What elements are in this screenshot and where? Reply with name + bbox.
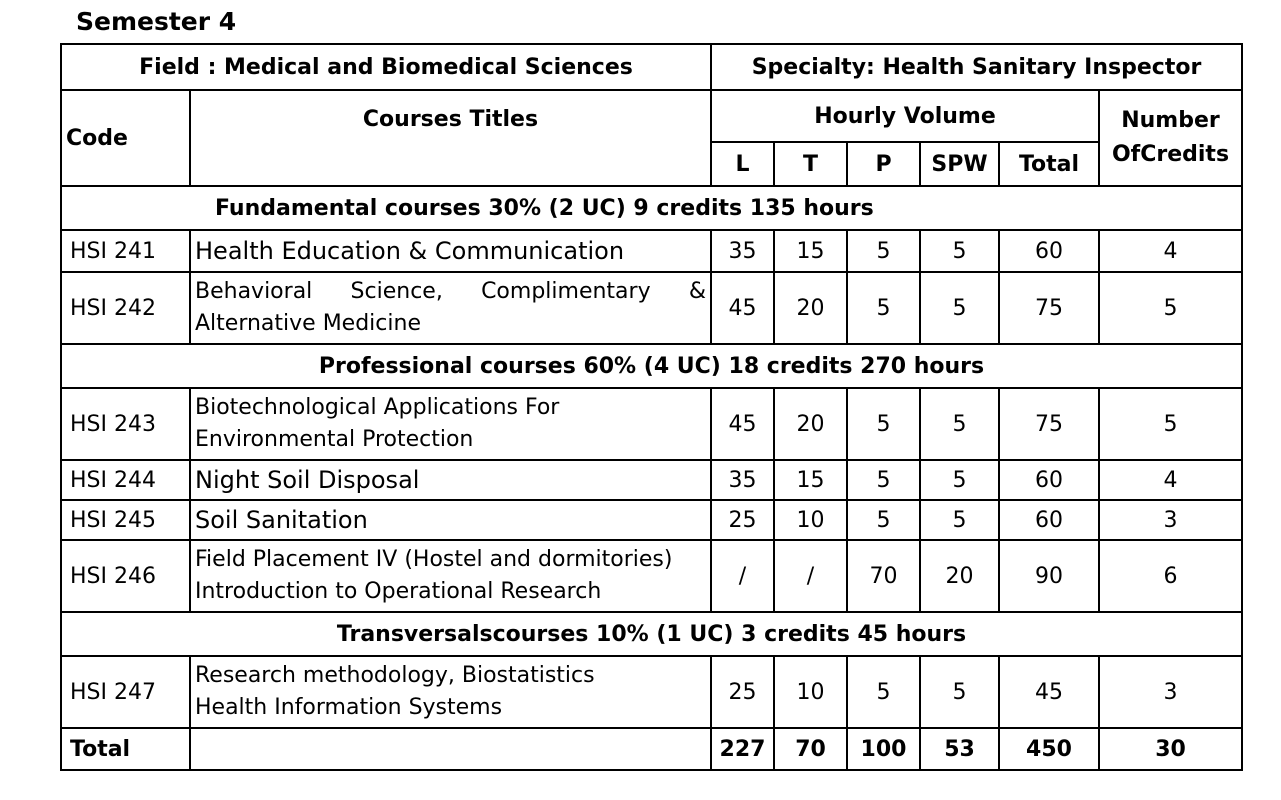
cell-p: 5 [847, 272, 920, 344]
table-row [61, 500, 1242, 540]
cell-l: 35 [711, 460, 774, 500]
course-code: HSI 244 [61, 460, 190, 500]
semester-title: Semester 4 [76, 7, 237, 36]
credits-header-line2: OfCredits [1111, 142, 1230, 167]
cell-spw: 5 [920, 388, 999, 460]
totals-empty-cell [190, 728, 711, 770]
table-row [61, 272, 1242, 344]
course-title-line: Alternative Medicine [195, 311, 421, 336]
table-row [61, 230, 1242, 272]
course-code: HSI 243 [61, 388, 190, 460]
course-title-line: Biotechnological Applications For [195, 395, 560, 420]
table-row [61, 460, 1242, 500]
cell-t: 20 [774, 272, 847, 344]
cell-l: / [711, 540, 774, 612]
col-spw-header: SPW [920, 142, 999, 186]
cell-l: 25 [711, 656, 774, 728]
course-code: HSI 246 [61, 540, 190, 612]
cell-spw: 5 [920, 272, 999, 344]
course-title [190, 230, 711, 272]
cell-credits: 3 [1099, 500, 1242, 540]
cell-credits: 3 [1099, 656, 1242, 728]
cell-p: 70 [847, 540, 920, 612]
cell-total: 60 [999, 230, 1099, 272]
course-title [190, 460, 711, 500]
course-code: HSI 242 [61, 272, 190, 344]
credits-header-line1: Number [1121, 108, 1220, 133]
total-p: 100 [847, 728, 920, 770]
cell-p: 5 [847, 230, 920, 272]
course-code: HSI 245 [61, 500, 190, 540]
course-title-line: Behavioral Science, Complimentary & [195, 279, 706, 304]
course-title [190, 656, 711, 728]
course-title-line: Environmental Protection [195, 427, 474, 452]
table-row [61, 540, 1242, 612]
cell-total: 75 [999, 272, 1099, 344]
cell-p: 5 [847, 656, 920, 728]
cell-total: 45 [999, 656, 1099, 728]
total-t: 70 [774, 728, 847, 770]
section-header: Fundamental courses 30% (2 UC) 9 credits 135 hours [61, 186, 1242, 230]
col-t-header: T [774, 142, 847, 186]
cell-credits: 4 [1099, 460, 1242, 500]
course-table [60, 43, 1243, 771]
code-header: Code [61, 90, 190, 186]
cell-p: 5 [847, 500, 920, 540]
cell-spw: 5 [920, 230, 999, 272]
col-total-header: Total [999, 142, 1099, 186]
course-title-line: Night Soil Disposal [195, 466, 420, 494]
field-header: Field : Medical and Biomedical Sciences [61, 44, 711, 90]
cell-credits: 6 [1099, 540, 1242, 612]
table-row [61, 388, 1242, 460]
course-title-line: Soil Sanitation [195, 506, 368, 534]
cell-credits: 5 [1099, 388, 1242, 460]
course-title-line: Field Placement IV (Hostel and dormitories) [195, 547, 673, 572]
credits-header [1099, 90, 1242, 186]
cell-total: 90 [999, 540, 1099, 612]
course-title-line: Introduction to Operational Research [195, 579, 602, 604]
course-title [190, 272, 711, 344]
course-title [190, 540, 711, 612]
total-spw: 53 [920, 728, 999, 770]
cell-p: 5 [847, 388, 920, 460]
cell-spw: 5 [920, 460, 999, 500]
courses-titles-header: Courses Titles [190, 90, 711, 186]
cell-l: 45 [711, 388, 774, 460]
cell-total: 60 [999, 460, 1099, 500]
cell-t: 15 [774, 230, 847, 272]
cell-l: 35 [711, 230, 774, 272]
total-total: 450 [999, 728, 1099, 770]
cell-spw: 5 [920, 656, 999, 728]
course-code: HSI 241 [61, 230, 190, 272]
table-row [61, 656, 1242, 728]
cell-l: 45 [711, 272, 774, 344]
cell-spw: 5 [920, 500, 999, 540]
totals-label: Total [61, 728, 190, 770]
cell-total: 60 [999, 500, 1099, 540]
course-title [190, 500, 711, 540]
course-title [190, 388, 711, 460]
cell-t: 10 [774, 500, 847, 540]
cell-credits: 4 [1099, 230, 1242, 272]
cell-p: 5 [847, 460, 920, 500]
course-code: HSI 247 [61, 656, 190, 728]
cell-spw: 20 [920, 540, 999, 612]
course-title-line: Health Education & Communication [195, 237, 625, 265]
cell-total: 75 [999, 388, 1099, 460]
specialty-header: Specialty: Health Sanitary Inspector [711, 44, 1242, 90]
course-title-line: Health Information Systems [195, 695, 503, 720]
cell-credits: 5 [1099, 272, 1242, 344]
total-l: 227 [711, 728, 774, 770]
total-credits: 30 [1099, 728, 1242, 770]
cell-t: 15 [774, 460, 847, 500]
cell-t: / [774, 540, 847, 612]
cell-t: 20 [774, 388, 847, 460]
hourly-volume-header: Hourly Volume [711, 90, 1099, 142]
section-header: Transversalscourses 10% (1 UC) 3 credits 45 hours [61, 612, 1242, 656]
cell-t: 10 [774, 656, 847, 728]
section-header: Professional courses 60% (4 UC) 18 credits 270 hours [61, 344, 1242, 388]
cell-l: 25 [711, 500, 774, 540]
col-l-header: L [711, 142, 774, 186]
col-p-header: P [847, 142, 920, 186]
totals-row [61, 728, 1242, 770]
course-title-line: Research methodology, Biostatistics [195, 663, 595, 688]
